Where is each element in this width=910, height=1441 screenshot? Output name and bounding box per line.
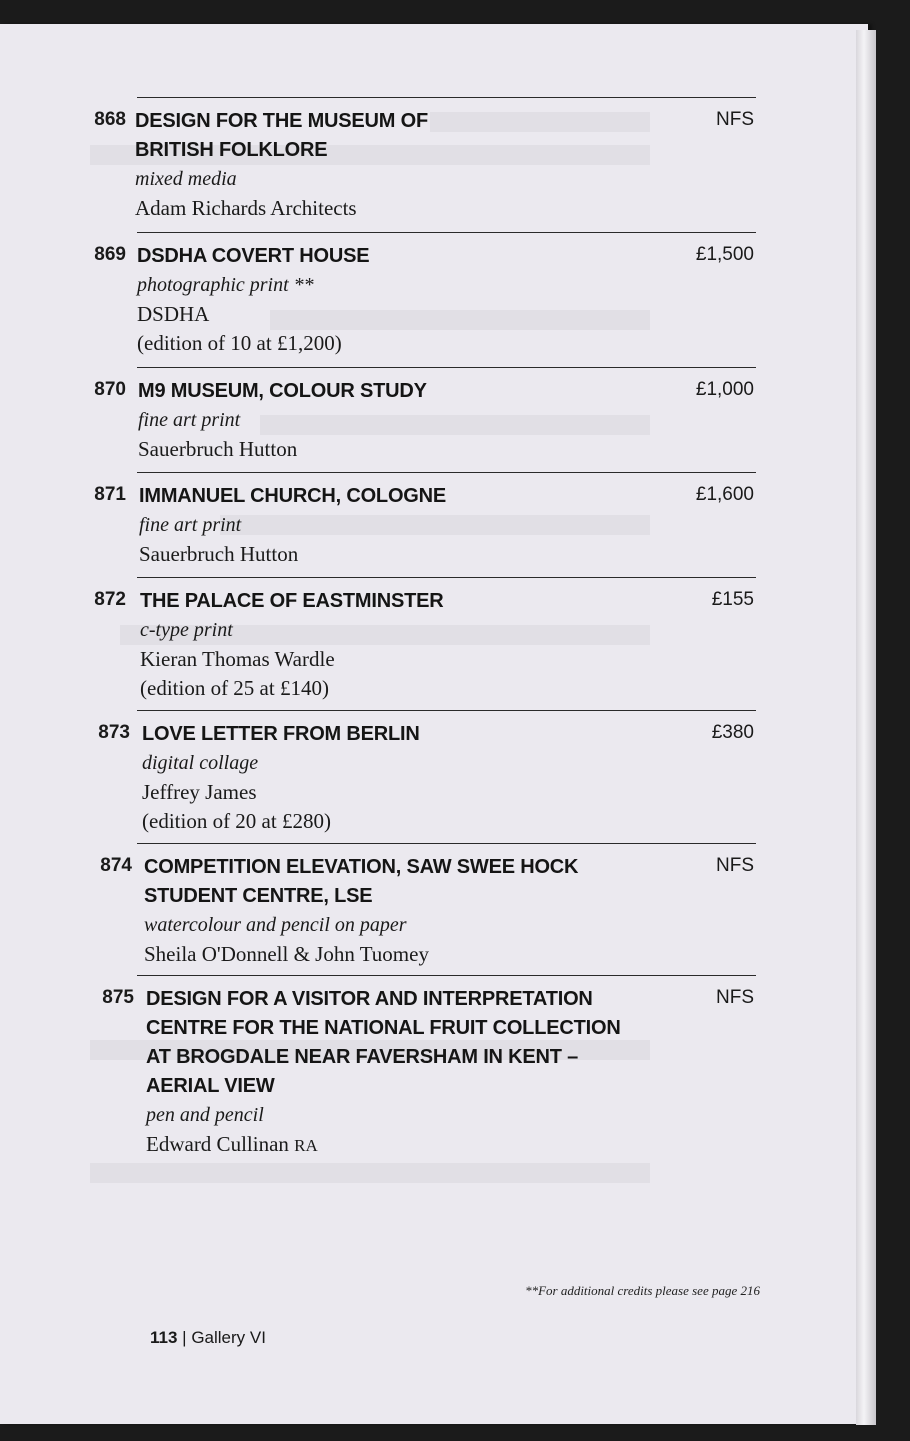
- catalogue-entry: [82, 843, 756, 975]
- entry-number: 873: [98, 722, 130, 743]
- entry-medium: digital collage: [142, 752, 259, 774]
- artist-name: Edward Cullinan: [146, 1132, 289, 1156]
- catalogue-entry: [82, 472, 756, 577]
- entry-price: NFS: [716, 109, 754, 130]
- entry-rule: [137, 97, 756, 98]
- catalogue-entry: [82, 97, 756, 232]
- artist-suffix: RA: [294, 1136, 318, 1155]
- entry-price: £155: [711, 589, 754, 610]
- entry-number: 871: [94, 484, 126, 505]
- entry-medium: fine art print: [139, 514, 242, 536]
- entry-price: NFS: [716, 855, 754, 876]
- entry-price: £1,600: [695, 484, 754, 505]
- catalogue-entry: [82, 710, 756, 843]
- entry-title-line: STUDENT CENTRE, LSE: [144, 885, 373, 907]
- entry-number: 870: [94, 379, 126, 400]
- entry-rule: [137, 843, 756, 844]
- entry-rule: [137, 577, 756, 578]
- entry-title-line: CENTRE FOR THE NATIONAL FRUIT COLLECTION: [146, 1017, 621, 1039]
- catalogue-entry: [82, 975, 756, 1175]
- entry-artist: Kieran Thomas Wardle: [140, 647, 335, 671]
- entry-number: 868: [94, 109, 126, 130]
- entry-artist: Sheila O'Donnell & John Tuomey: [144, 942, 429, 966]
- entry-title-line: AERIAL VIEW: [146, 1075, 275, 1097]
- entry-number: 869: [94, 244, 126, 265]
- entry-price: £380: [711, 722, 754, 743]
- entry-title-line: BRITISH FOLKLORE: [135, 139, 328, 161]
- catalogue-entry: [82, 367, 756, 472]
- entry-price: £1,000: [695, 379, 754, 400]
- catalogue-entry: [82, 232, 756, 367]
- entry-edition: (edition of 10 at £1,200): [137, 331, 342, 355]
- entry-title-line: LOVE LETTER FROM BERLIN: [142, 723, 420, 745]
- entry-number: 872: [94, 589, 126, 610]
- entry-rule: [137, 367, 756, 368]
- entry-title-line: THE PALACE OF EASTMINSTER: [140, 590, 444, 612]
- entry-medium: fine art print: [138, 409, 241, 431]
- entry-rule: [137, 710, 756, 711]
- gallery-name: Gallery VI: [191, 1328, 266, 1347]
- entry-title-line: DESIGN FOR THE MUSEUM OF: [135, 110, 428, 132]
- entry-title-line: AT BROGDALE NEAR FAVERSHAM IN KENT –: [146, 1046, 579, 1068]
- entry-title-line: DESIGN FOR A VISITOR AND INTERPRETATION: [146, 988, 593, 1010]
- entry-medium: watercolour and pencil on paper: [144, 914, 407, 936]
- entry-edition: (edition of 25 at £140): [140, 676, 329, 700]
- entry-price: NFS: [716, 987, 754, 1008]
- entry-artist: DSDHA: [137, 302, 210, 326]
- footnote: **For additional credits please see page 216: [525, 1283, 760, 1298]
- page-edge: [856, 30, 876, 1425]
- entry-artist: Adam Richards Architects: [135, 196, 357, 220]
- entry-title-line: COMPETITION ELEVATION, SAW SWEE HOCK: [144, 856, 579, 878]
- entry-artist: Jeffrey James: [142, 780, 257, 804]
- entry-artist: Sauerbruch Hutton: [138, 437, 298, 461]
- entry-medium: c-type print: [140, 619, 233, 641]
- entry-title-line: DSDHA COVERT HOUSE: [137, 245, 370, 267]
- entry-rule: [137, 975, 756, 976]
- entry-title-line: IMMANUEL CHURCH, COLOGNE: [139, 485, 447, 507]
- folio-separator: |: [182, 1328, 187, 1347]
- entry-number: 875: [102, 987, 134, 1008]
- entry-medium: pen and pencil: [146, 1104, 264, 1126]
- entry-edition: (edition of 20 at £280): [142, 809, 331, 833]
- entry-rule: [137, 472, 756, 473]
- entry-title-line: M9 MUSEUM, COLOUR STUDY: [138, 380, 427, 402]
- entry-price: £1,500: [695, 244, 754, 265]
- entry-number: 874: [100, 855, 132, 876]
- entry-artist: Sauerbruch Hutton: [139, 542, 299, 566]
- entry-artist: [146, 1130, 621, 1160]
- entry-rule: [137, 232, 756, 233]
- catalogue-entry: [82, 577, 756, 710]
- page-number: 113: [150, 1328, 178, 1347]
- page-folio: [150, 1328, 266, 1348]
- entry-medium: photographic print **: [137, 274, 314, 296]
- entry-medium: mixed media: [135, 168, 237, 190]
